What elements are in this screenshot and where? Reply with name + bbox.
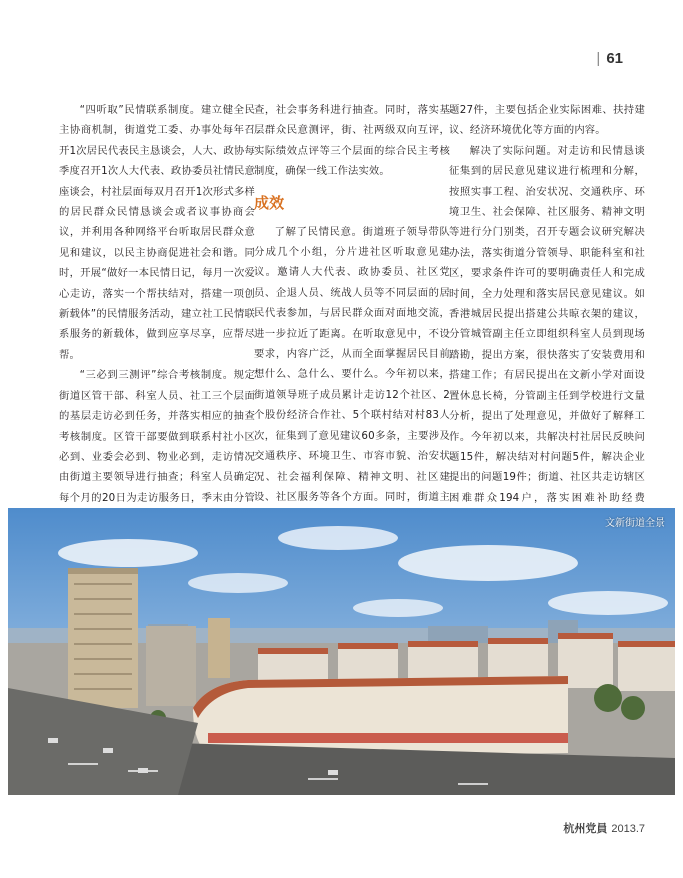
- section-heading-results: 成效: [254, 193, 285, 212]
- page-number-value: 61: [606, 50, 623, 67]
- magazine-footer: [563, 820, 645, 836]
- paragraph-continued-2: 题27件，主要包括企业实际困难、扶持建议、经济环境优化等方面的内容。: [449, 104, 645, 137]
- article-column-1: [59, 100, 255, 549]
- page-number: [596, 50, 623, 67]
- city-panorama-photo: [8, 508, 675, 795]
- panorama-illustration: [8, 508, 675, 795]
- photo-caption: 文新街道全景: [605, 518, 665, 529]
- article-column-3: [449, 100, 645, 549]
- page-number-separator: |: [596, 50, 601, 67]
- magazine-name: 杭州党員: [563, 822, 608, 835]
- paragraph-four-listen-system: “四听取”民情联系制度。建立健全民主协商机制，街道党工委、办事处每年召开1次居民代表民主恳谈会，人大、政协每季度召开1次人大代表、政协委员社情民意座谈会，村社层面每双月召开1次形式多样的居民群众民情恳谈会或者议事协商会议，并利用各种网络平台听取居民群众意见和建议，以民主协商促进社会和谐。同时，开展“做好一本民情日记，每月一次爱心走访，落实一个帮扶结对，搭建一项创新载体”的民情服务活动，建立社工民情联系服务的新载体，做到应享尽享，应帮尽帮。: [59, 104, 255, 361]
- article-column-2: [254, 100, 450, 548]
- paragraph-solve-practical-problems: 解决了实际问题。对走访和民情恳谈征集到的居民意见建议进行梳理和分解，按照实事工程、治安状况、交通秩序、环境卫生、社会保障、社区服务、精神文明等进行分门别类，召开专题会议研究解决办法，落实街道分管领导、职能科室和社区，要求条件许可的要明确责任人和完成时间，全力处理和落实居民意见建议。如香港城居民提出搭建公共晾衣架的建议，分管城管副主任立即组织科室人员到现场踏勘，提出方案，很快落实了安装费用和搭建工作；有居民提出在文新小学对面设置休息长椅，分管副主任到学校进行文量分析，提出了处理意见，并做好了解释工作。今年初以来，共解决村社居民反映问题15件，解决结对村问题5件，解决企业提出的问题19件；街道、社区共走访辖区困难群众194户，落实困难补助经费: [449, 144, 645, 504]
- paragraph-understand-public-opinion: 了解了民情民意。街道班子领导带队分成几个小组，分片进社区听取意见建议。邀请人大代表、政协委员、社区党员、企退人员、统战人员等不同层面的居民代表参加，与居民群众面对面地交流，进一步拉近了距离。在听取意见中，不设要求，内容广泛，从而全面掌握居民目前想什么、急什么、要什么。今年初以来，街道领导班子成员累计走访12个社区、2个股份经济合作社、5个联村结对村83人次，征集到了意见建议60多条，主要涉及交通秩序、环境卫生、市容市貌、治安状况、社会福利保障、精神文明、社区建设、社区服务等各个方面。同时，街道主: [254, 225, 450, 503]
- issue-date: 2013.7: [611, 823, 645, 835]
- paragraph-continued: 查，社会事务科进行抽查。同时，落实基层群众民意测评，街、社两级双向互评，实际绩效点评等三个层面的综合民主考核制度，确保一线工作法实效。: [254, 104, 450, 178]
- paragraph-three-visits-system: “三必到三测评”综合考核制度。规定街道区管干部、科室人员、社工三个层面的基层走访必到任务，并落实相应的抽查考核制度。区管干部要做到联系村社小区必到、业委会必到、物业必到，走访情况由街道主要领导进行抽查；科室人员确定每个月的20日为走访服务日，季末由分管: [59, 369, 255, 504]
